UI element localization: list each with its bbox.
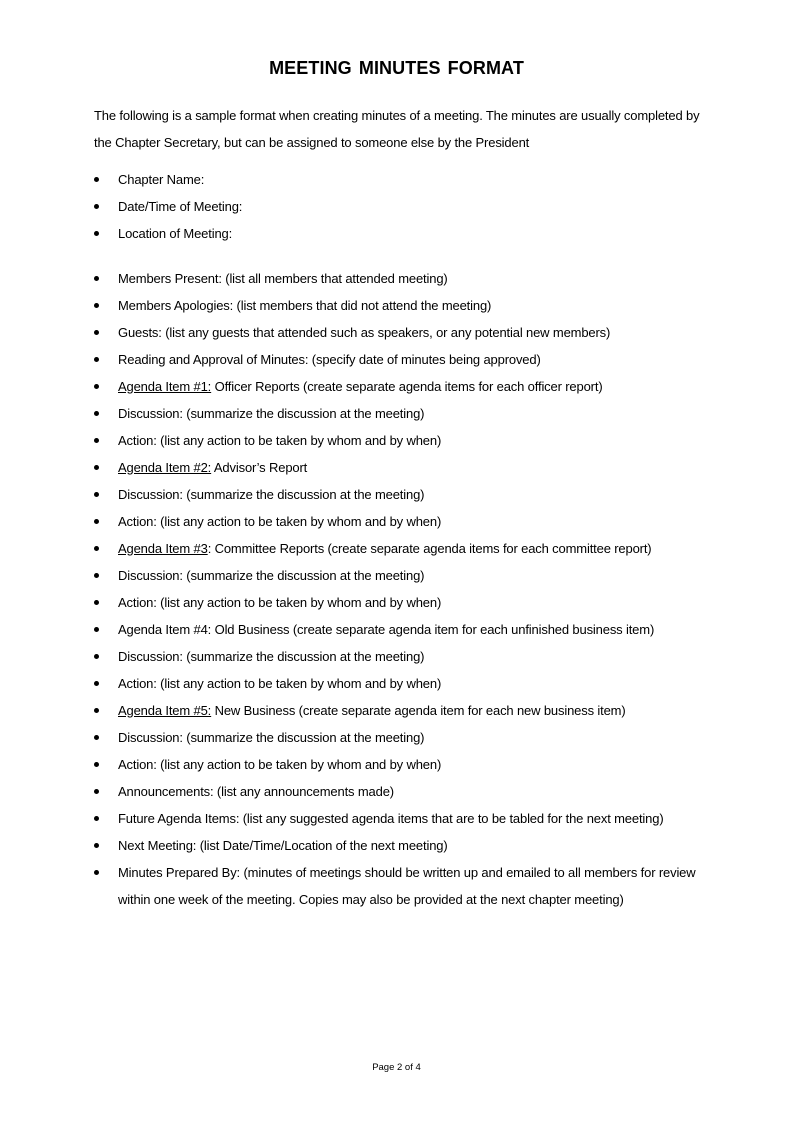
list-item-text: Chapter Name: <box>118 172 205 187</box>
list-item-text: Guests: (list any guests that attended such as speakers, or any potential new members) <box>118 325 611 340</box>
list-item <box>94 166 714 193</box>
agenda-item-label: Agenda Item #5: <box>118 703 212 718</box>
bullet-icon <box>94 681 99 686</box>
list-item-text: Discussion: (summarize the discussion at the meeting) <box>118 649 425 664</box>
page-title: MEETING MINUTES FORMAT <box>269 58 524 78</box>
bullet-icon <box>94 330 99 335</box>
agenda-items-list <box>94 265 714 913</box>
list-item-text: Action: (list any action to be taken by whom and by when) <box>118 595 442 610</box>
bullet-icon <box>94 627 99 632</box>
bullet-icon <box>94 708 99 713</box>
list-item <box>94 589 714 616</box>
list-item <box>94 832 714 859</box>
list-item-text: Officer Reports (create separate agenda items for each officer report) <box>211 379 603 394</box>
list-item <box>94 220 714 247</box>
list-item-text: Minutes Prepared By: (minutes of meetings should be written up and emailed to all members for review within one week of the meeting. Copies may also be provided at the next chapter meeting) <box>118 865 696 907</box>
bullet-icon <box>94 303 99 308</box>
list-item-text: Members Present: (list all members that attended meeting) <box>118 271 448 286</box>
list-item-text: Discussion: (summarize the discussion at the meeting) <box>118 568 425 583</box>
intro-paragraph: The following is a sample format when creating minutes of a meeting. The minutes are usually completed by the Chapter Secretary, but can be assigned to someone else by the President <box>94 108 700 150</box>
list-item-text: Next Meeting: (list Date/Time/Location of the next meeting) <box>118 838 448 853</box>
list-item <box>94 454 714 481</box>
list-item <box>94 778 714 805</box>
bullet-icon <box>94 384 99 389</box>
list-item-text: Action: (list any action to be taken by whom and by when) <box>118 514 442 529</box>
agenda-item-label: Agenda Item #2: <box>118 460 212 475</box>
bullet-icon <box>94 816 99 821</box>
list-item-text: Location of Meeting: <box>118 226 233 241</box>
bullet-icon <box>94 411 99 416</box>
list-item-text: Action: (list any action to be taken by whom and by when) <box>118 676 442 691</box>
agenda-item-label: Agenda Item #3 <box>118 541 208 556</box>
list-item <box>94 292 714 319</box>
list-item <box>94 562 714 589</box>
list-item-text: Discussion: (summarize the discussion at the meeting) <box>118 487 425 502</box>
list-item <box>94 346 714 373</box>
bullet-icon <box>94 789 99 794</box>
list-item-text: Advisor’s Report <box>211 460 308 475</box>
bullet-icon <box>94 231 99 236</box>
list-item <box>94 319 714 346</box>
list-item <box>94 805 714 832</box>
bullet-icon <box>94 843 99 848</box>
agenda-item-label: Agenda Item #1: <box>118 379 212 394</box>
bullet-icon <box>94 519 99 524</box>
list-item <box>94 427 714 454</box>
list-item-text: Members Apologies: (list members that did not attend the meeting) <box>118 298 492 313</box>
bullet-icon <box>94 600 99 605</box>
bullet-icon <box>94 492 99 497</box>
list-item <box>94 724 714 751</box>
list-item <box>94 508 714 535</box>
list-item <box>94 859 714 913</box>
list-item <box>94 193 714 220</box>
list-item-text: Reading and Approval of Minutes: (specify date of minutes being approved) <box>118 352 541 367</box>
list-item <box>94 751 714 778</box>
bullet-icon <box>94 276 99 281</box>
bullet-icon <box>94 465 99 470</box>
list-item-text: Future Agenda Items: (list any suggested agenda items that are to be tabled for the next meeting) <box>118 811 664 826</box>
list-item-text: Discussion: (summarize the discussion at the meeting) <box>118 406 425 421</box>
bullet-icon <box>94 438 99 443</box>
bullet-icon <box>94 735 99 740</box>
list-item-text: Announcements: (list any announcements made) <box>118 784 394 799</box>
list-item-text: Discussion: (summarize the discussion at the meeting) <box>118 730 425 745</box>
bullet-icon <box>94 546 99 551</box>
list-item <box>94 697 714 724</box>
bullet-icon <box>94 204 99 209</box>
list-item <box>94 265 714 292</box>
list-item-text: Agenda Item #4: Old Business (create separate agenda item for each unfinished business item) <box>118 622 655 637</box>
list-item <box>94 616 714 643</box>
list-item-text: New Business (create separate agenda item for each new business item) <box>211 703 626 718</box>
bullet-icon <box>94 654 99 659</box>
list-item-text: Date/Time of Meeting: <box>118 199 243 214</box>
list-item <box>94 373 714 400</box>
bullet-icon <box>94 573 99 578</box>
list-item <box>94 400 714 427</box>
list-item-text: : Committee Reports (create separate agenda items for each committee report) <box>207 541 652 556</box>
list-item <box>94 535 714 562</box>
bullet-icon <box>94 870 99 875</box>
bullet-icon <box>94 762 99 767</box>
bullet-icon <box>94 357 99 362</box>
list-item <box>94 481 714 508</box>
bullet-icon <box>94 177 99 182</box>
page-number: Page 2 of 4 <box>372 1062 421 1073</box>
header-fields-list <box>94 166 714 247</box>
list-item-text: Action: (list any action to be taken by whom and by when) <box>118 757 442 772</box>
list-item-text: Action: (list any action to be taken by whom and by when) <box>118 433 442 448</box>
list-item <box>94 670 714 697</box>
list-item <box>94 643 714 670</box>
